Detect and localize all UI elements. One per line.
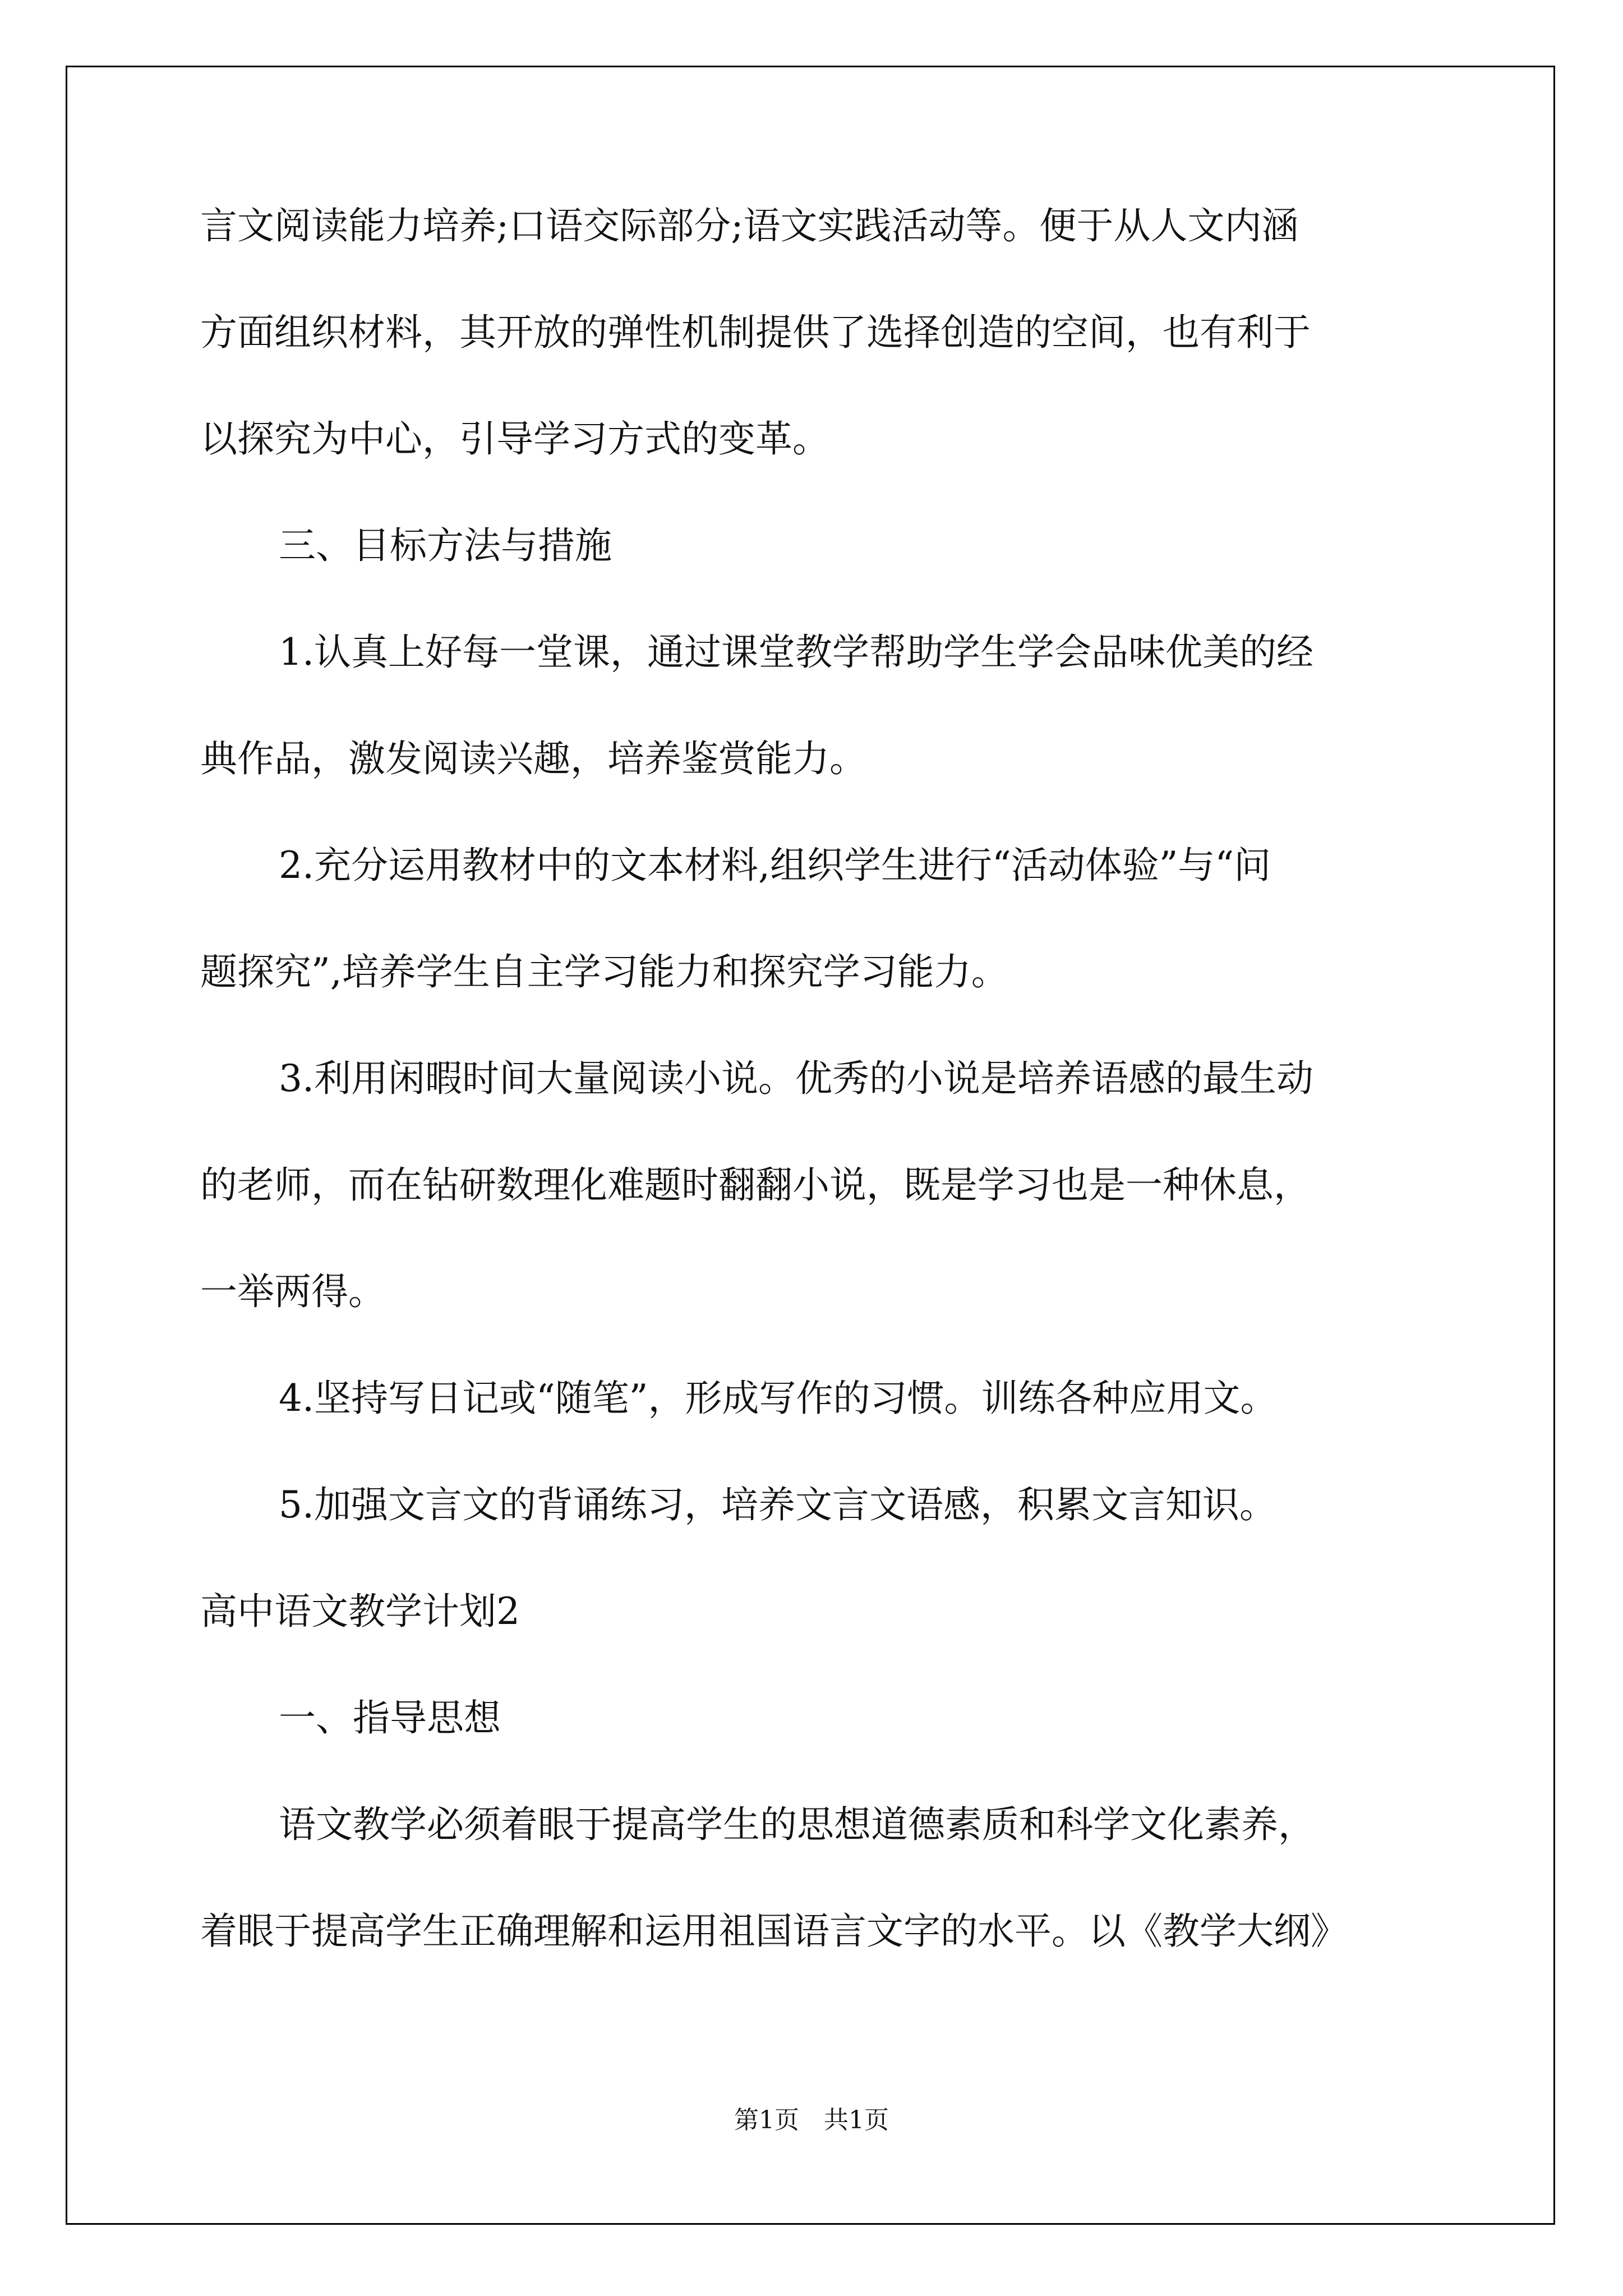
text-line: 4.坚持写日记或“随笔”，形成写作的习惯。训练各种应用文。 [279,1377,1278,1420]
section-heading: 三、目标方法与措施 [279,524,612,567]
page-number-footer: 第1页 共1页 [734,2106,889,2134]
text-line: 的老师，而在钻研数理化难题时翻翻小说，既是学习也是一种休息， [200,1163,1311,1207]
text-line: 一举两得。 [200,1270,385,1313]
section-heading: 一、指导思想 [279,1696,501,1740]
text-line: 典作品，激发阅读兴趣，培养鉴赏能力。 [200,737,866,780]
text-line: 5.加强文言文的背诵练习，培养文言文语感，积累文言知识。 [279,1483,1276,1526]
document-title: 高中语文教学计划2 [200,1590,520,1633]
text-line: 着眼于提高学生正确理解和运用祖国语言文字的水平。以《教学大纲》 [200,1910,1348,1953]
page-border [66,66,1555,2225]
text-line: 题探究”,培养学生自主学习能力和探究学习能力。 [200,950,1008,993]
text-line: 3.利用闲暇时间大量阅读小说。优秀的小说是培养语感的最生动 [279,1057,1313,1100]
text-line: 2.充分运用教材中的文本材料,组织学生进行“活动体验”与“问 [279,844,1271,887]
text-line: 1.认真上好每一堂课，通过课堂教学帮助学生学会品味优美的经 [279,631,1313,674]
text-line: 语文教学必须着眼于提高学生的思想道德素质和科学文化素养， [279,1803,1315,1846]
text-line: 以探究为中心，引导学习方式的变革。 [200,417,829,461]
text-line: 方面组织材料，其开放的弹性机制提供了选择创造的空间，也有利于 [200,311,1311,354]
text-line: 言文阅读能力培养;口语交际部分;语文实践活动等。便于从人文内涵 [200,204,1299,247]
